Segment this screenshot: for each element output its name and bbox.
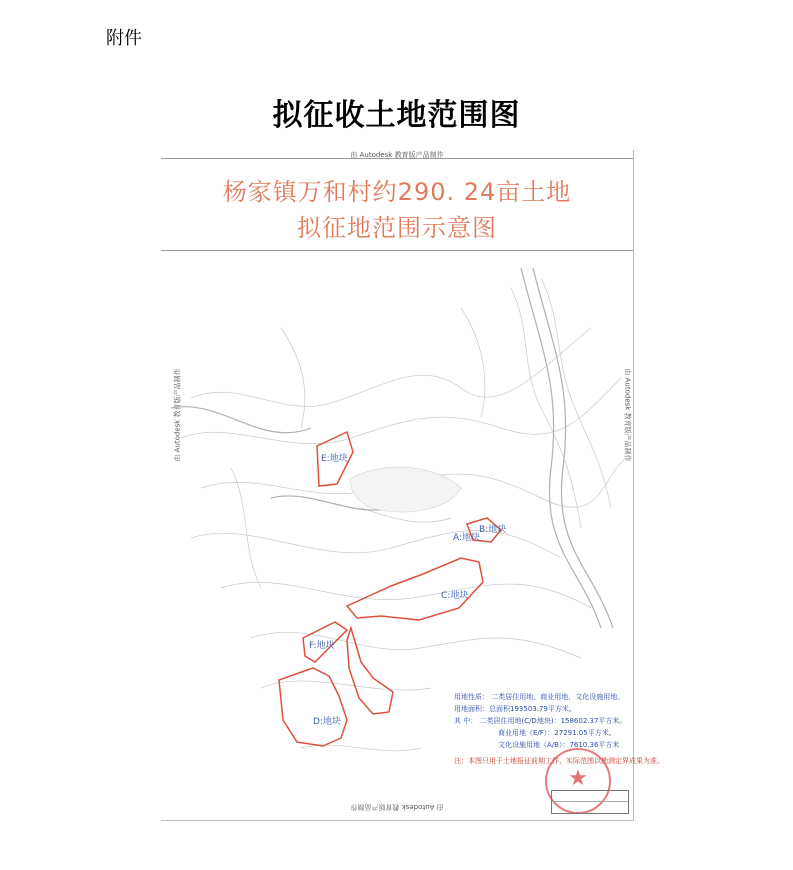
watermark-left: 由 Autodesk 教育版产品制作 [173, 368, 182, 462]
parcel-d-label: D:地块 [313, 717, 341, 727]
lake-shape [351, 467, 461, 512]
watermark-top: 由 Autodesk 教育版产品制作 [350, 151, 444, 159]
map-title-line2: 拟征地范围示意图 [297, 214, 497, 242]
parcel-c-tail-outline [347, 628, 393, 714]
legend-line-5: 文化设施用地（A/B）：7610.36平方米 [498, 741, 620, 749]
attachment-label: 附件 [106, 28, 142, 49]
map-sheet [161, 150, 664, 821]
legend-note: 注：本图只用于土地报征前期工作，实际范围以勘测定界成果为准。 [454, 757, 664, 765]
legend-line-3: 其 中： 二类居住用地(C/D地块)：158602.37平方米。 [454, 717, 627, 725]
legend-line-1: 用地性质： 二类居住用地、商业用地、文化设施用地。 [454, 693, 625, 701]
sheet-rule-title [161, 250, 633, 251]
road-lines [171, 268, 613, 628]
parcel-b-label: B:地块 [479, 525, 507, 535]
document-title: 拟征收土地范围图 [272, 98, 521, 133]
parcel-e-label: E:地块 [321, 454, 348, 464]
parcel-d-outline [279, 668, 347, 746]
watermark-bottom: 由 Autodesk 教育版产品制作 [350, 803, 444, 811]
legend-line-4: 商业用地（E/F）：27291.05平方米。 [498, 729, 616, 737]
parcel-c-label: C:地块 [441, 591, 469, 601]
legend-block [454, 691, 626, 751]
legend-line-2: 用地面积：总面积193503.79平方米。 [454, 705, 576, 713]
watermark-right: 由 Autodesk 教育版产品制作 [623, 368, 632, 462]
map-title-line1: 杨家镇万和村约290. 24亩土地 [222, 178, 572, 206]
title-block-row-1 [552, 791, 628, 802]
terrain-lines [181, 278, 626, 751]
sheet-rule-top [161, 158, 633, 159]
parcel-a-label: A:地块 [453, 533, 481, 543]
seal-star-icon: ★ [568, 766, 588, 791]
parcel-f-label: F:地块 [309, 641, 335, 651]
